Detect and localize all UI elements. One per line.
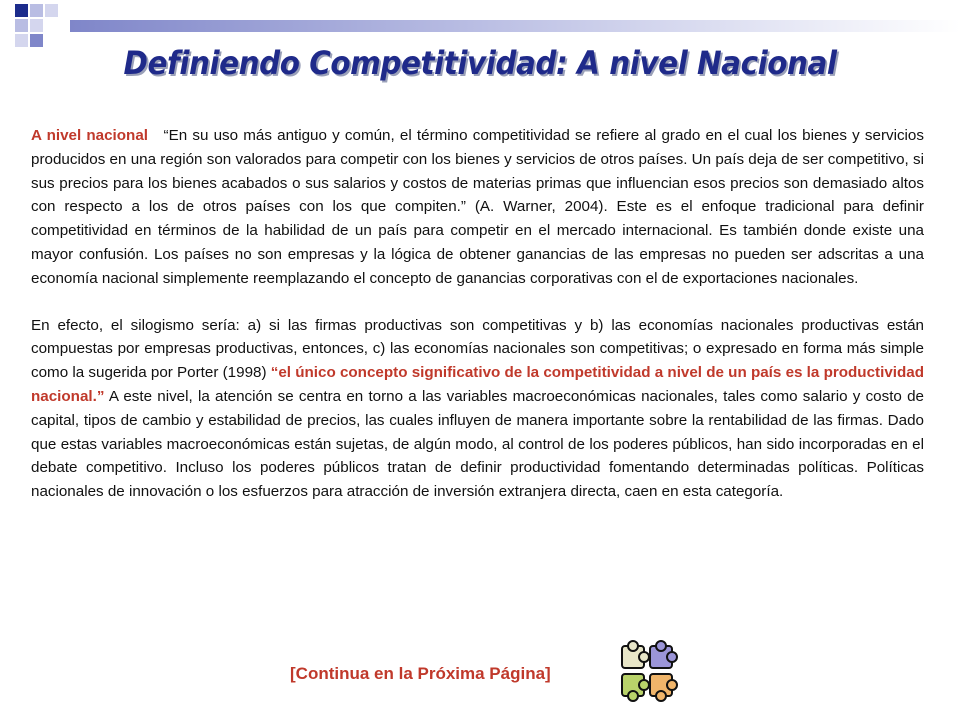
paragraph-national-level — [31, 124, 924, 291]
paragraph-text-before: En efecto, el silogismo sería: a) si las firmas productivas son competitivas y b) las economías nacionales productivas están compuestas por empresas productivas, entonces, c) las economías nacionales son competitivas; o expresado en forma más simple como la sugerida por Porter (1998) — [31, 316, 924, 382]
header-gradient-bar — [70, 20, 960, 32]
paragraph-text-after: A este nivel, la atención se centra en torno a las variables macroeconómicas nacionales, tales como salario y costo de capital, tipos de cambio y estabilidad de precios, las cuales influyen de manera importante sobre la rentabilidad de las firmas. Dado que estas variables macroeconómicas están sujetas, de algún modo, al control de los poderes públicos, han sido incorporadas en el debate competitivo. Incluso los poderes públicos tratan de definir productividad fomentando determinadas políticas. Políticas nacionales de innovación o los esfuerzos para atracción de inversión extranjera directa, caen en esta categoría. — [31, 387, 924, 501]
paragraph-lead: A nivel nacional — [31, 127, 148, 144]
slide-body — [31, 124, 924, 504]
continue-next-page-link[interactable]: [Continua en la Próxima Página] — [290, 664, 551, 683]
slide-title: Definiendo Competitividad: A nivel Nacional — [123, 44, 837, 82]
paragraph-syllogism — [31, 314, 924, 504]
puzzle-pieces-icon — [614, 640, 694, 704]
paragraph-text: “En su uso más antiguo y común, el término competitividad se refiere al grado en el cual los bienes y servicios producidos en una región son valorados para competir con los bienes y servicios de otros países. Un país deja de ser competitivo, si sus precios para los bienes acabados o sus salarios y costos de materias primas que influencian esos precios son demasiado altos con respecto a los de otros países con los que compiten.” (A. Warner, 2004). Este es el enfoque tradicional para definir competitividad en términos de la habilidad de un país para competir en el mercado internacional. Es también donde existe una mayor confusión. Los países no son empresas y la lógica de obtener ganancias de las empresas no pueden ser adscritas a una economía nacional simplemente reemplazando el concepto de ganancias corporativas con el de exportaciones nacionales. — [31, 127, 924, 287]
porter-quote: “el único concepto significativo de la competitividad a nivel de un país es la productividad nacional.” — [31, 364, 924, 405]
